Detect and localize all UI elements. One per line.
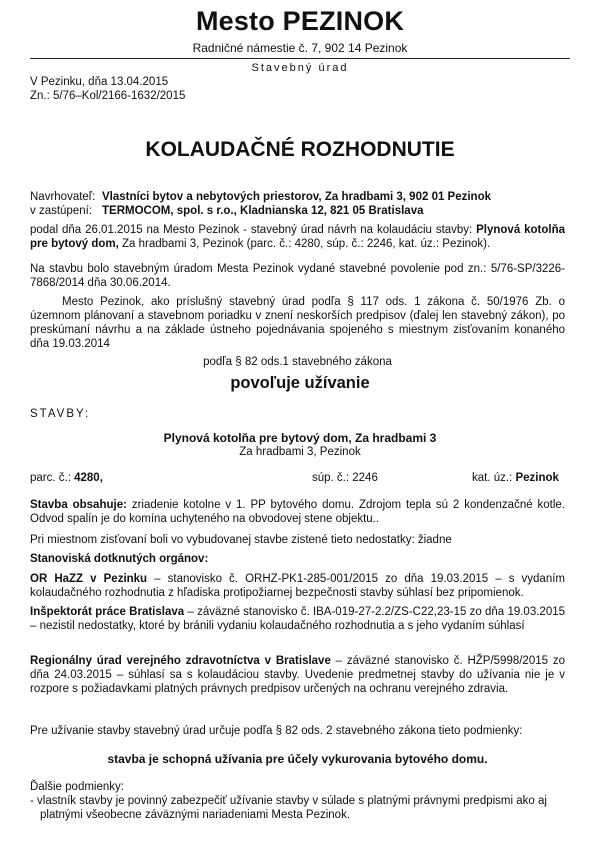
building-contents (30, 498, 565, 526)
contents-text: zriadenie kotolne v 1. PP bytového domu. Zdrojom tepla sú 2 kondenzačné kotle. Odvod spalín je do komína uchyteného na obvodovej stene objektu.. (30, 499, 565, 525)
conditions-intro: Pre užívanie stavby stavebný úrad určuje podľa § 82 ods. 2 stavebného zákona tieto podmienky: (30, 725, 523, 737)
authority-opinion-fire (30, 572, 565, 600)
labour-authority-text: – záväzné stanovisko č. IBA-019-27-2.2/ZS-C22,23-15 zo dňa 19.03.2015 – nezistil nedostatky, ktoré by bránili vydaniu kolaudačného rozhodnutia a s jeho vydaním súhlasí (30, 606, 566, 632)
representative-row (30, 204, 423, 218)
paragraph-application (30, 223, 565, 251)
application-building: Plynová kotolňa pre bytový dom, (30, 224, 565, 250)
parcel-number (30, 472, 103, 484)
legal-basis: podľa § 82 ods.1 stavebného zákona (203, 356, 392, 368)
representative-value: TERMOCOM, spol. s r.o., Kladnianska 12, 821 05 Bratislava (102, 205, 424, 217)
document-title: KOLAUDAČNÉ ROZHODNUTIE (145, 138, 455, 161)
deficiencies: Pri miestnom zisťovaní boli vo vybudovanej stavbe zistené tieto nedostatky: žiadne (30, 534, 452, 546)
supis-number: súp. č.: 2246 (312, 472, 378, 484)
authority-opinion-health (30, 654, 565, 696)
application-text: podal dňa 26.01.2015 na Mesto Pezinok - stavebný úrad návrh na kolaudáciu stavby: (30, 224, 477, 236)
contents-label: Stavba obsahuje: (30, 499, 127, 511)
health-authority-text: – záväzné stanovisko č. HŽP/5998/2015 zo dňa 24.03.2015 – súhlasí sa s kolaudáciou stavby. Uvedenie predmetnej stavby do užívania nie je v rozpore s požiadavkami platných právnych predpisov určených na ochranu verejného zdravia. (30, 655, 565, 695)
cadastral-value: Pezinok (515, 472, 559, 484)
applicant-row (30, 190, 491, 204)
health-authority-name: Regionálny úrad verejného zdravotníctva v Bratislave (30, 655, 331, 667)
parcel-label: parc. č.: (30, 472, 75, 484)
representative-label: v zastúpení: (30, 205, 93, 217)
further-condition-item: - vlastník stavby je povinný zabezpečiť užívanie stavby v súlade s platnými právnymi predpismi ako aj platnými všeobecne záväznými nariadeniami Mesta Pezinok. (30, 795, 547, 821)
paragraph-permit: Na stavbu bolo stavebným úradom Mesta Pezinok vydané stavebné povolenie pod zn.: 5/76-SP/3226-7868/2014 dňa 30.06.2014. (30, 263, 565, 289)
paragraph-authority: Mesto Pezinok, ako príslušný stavebný úrad podľa § 117 ods. 1 zákona č. 50/1976 Zb. o územnom plánovaní a stavebnom poriadku v znení neskorších predpisov (ďalej len stavebný zákon), po preskúmaní návrhu a na základe ústneho pojednávania spojeného s miestnym zisťovaním konaného dňa 19.03.2014 (30, 296, 565, 350)
main-condition: stavba je schopná užívania pre účely vykurovania bytového domu. (107, 752, 488, 766)
fire-authority-name: OR HaZZ v Pezinku (30, 573, 148, 585)
applicant-value: Vlastníci bytov a nebytových priestorov, Za hradbami 3, 902 01 Pezinok (102, 191, 492, 203)
header-divider (30, 58, 570, 59)
authority-opinion-labour (30, 605, 565, 633)
issue-date: V Pezinku, dňa 13.04.2015 (30, 76, 169, 88)
authorities-heading: Stanoviská dotknutých orgánov: (30, 553, 209, 565)
parcel-value: 4280, (74, 472, 103, 484)
fire-authority-text: – stanovisko č. ORHZ-PK1-285-001/2015 zo dňa 19.03.2015 – s vydaním kolaudačného rozhodnutia z hľadiska protipožiarnej bezpečnosti stavby súhlasí bez pripomienok. (30, 573, 565, 599)
further-conditions-label: Ďalšie podmienky: (30, 781, 124, 793)
labour-authority-name: Inšpektorát práce Bratislava (30, 606, 185, 618)
cadastral-area (472, 472, 559, 484)
application-location: Za hradbami 3, Pezinok (parc. č.: 4280, súp. č.: 2246, kat. úz.: Pezinok). (118, 238, 491, 250)
city-address: Radničné námestie č. 7, 902 14 Pezinok (192, 41, 408, 55)
decree-statement: povoľuje užívanie (230, 374, 370, 392)
city-title: Mesto PEZINOK (195, 6, 405, 36)
stavby-label: STAVBY: (30, 408, 91, 420)
applicant-label: Navrhovateľ: (30, 191, 96, 203)
building-address: Za hradbami 3, Pezinok (239, 446, 361, 458)
building-name: Plynová kotolňa pre bytový dom, Za hradbami 3 (163, 431, 437, 445)
office-name: Stavebný úrad (251, 62, 349, 74)
cadastral-label: kat. úz.: (472, 472, 516, 484)
reference-number: Zn.: 5/76–Kol/2166-1632/2015 (30, 90, 186, 102)
